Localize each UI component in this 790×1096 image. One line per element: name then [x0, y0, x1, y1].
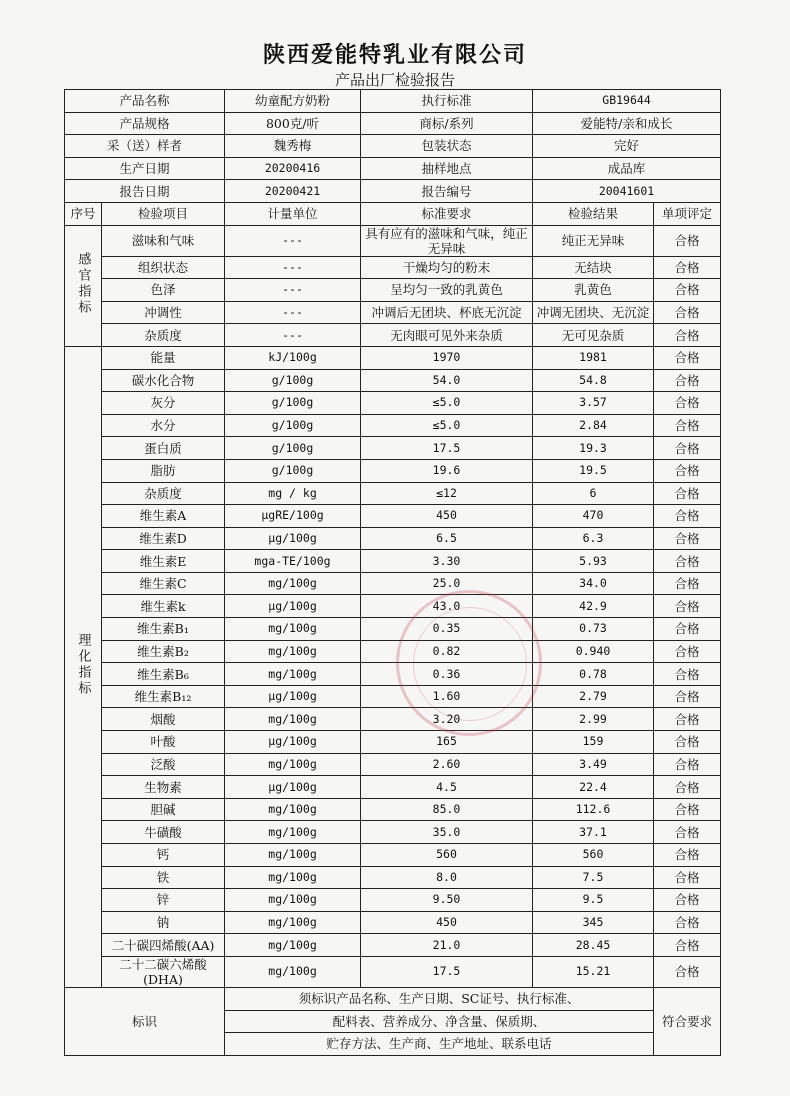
item-name: 杂质度: [102, 324, 225, 347]
label-row: [65, 987, 721, 1010]
table-row: [65, 798, 721, 821]
test-result: 无结块: [533, 256, 654, 279]
report-no-value: 20041601: [533, 180, 721, 203]
unit: mg/100g: [225, 956, 361, 987]
prod-date-label: 生产日期: [65, 157, 225, 180]
test-result: 470: [533, 505, 654, 528]
table-row: [65, 572, 721, 595]
location-value: 成品库: [533, 157, 721, 180]
table-row: [65, 934, 721, 957]
item-name: 钙: [102, 844, 225, 867]
item-name: 维生素A: [102, 505, 225, 528]
item-name: 维生素B₆: [102, 663, 225, 686]
standard-requirement: 19.6: [361, 459, 533, 482]
item-name: 维生素k: [102, 595, 225, 618]
verdict: 合格: [654, 821, 721, 844]
verdict: 合格: [654, 753, 721, 776]
item-name: 铁: [102, 866, 225, 889]
standard-requirement: 17.5: [361, 437, 533, 460]
inspection-report-table: [64, 89, 721, 1056]
item-name: 滋味和气味: [102, 225, 225, 256]
unit: g/100g: [225, 414, 361, 437]
item-name: 维生素B₁₂: [102, 685, 225, 708]
info-row: [65, 180, 721, 203]
sensory-group-text: 感官指标: [75, 252, 91, 317]
label-requirement-line: 贮存方法、生产商、生产地址、联系电话: [225, 1033, 654, 1056]
table-row: [65, 527, 721, 550]
verdict: 合格: [654, 844, 721, 867]
test-result: 54.8: [533, 369, 654, 392]
sampler-value: 魏秀梅: [225, 135, 361, 158]
unit: mg/100g: [225, 663, 361, 686]
standard-requirement: 0.35: [361, 618, 533, 641]
verdict: 合格: [654, 640, 721, 663]
table-row: [65, 911, 721, 934]
label-result: 符合要求: [654, 987, 721, 1055]
unit: mg/100g: [225, 572, 361, 595]
verdict: 合格: [654, 550, 721, 573]
unit: mg/100g: [225, 889, 361, 912]
test-result: 15.21: [533, 956, 654, 987]
verdict: 合格: [654, 279, 721, 302]
standard-requirement: 3.20: [361, 708, 533, 731]
spec-label: 产品规格: [65, 112, 225, 135]
standard-requirement: 1970: [361, 346, 533, 369]
test-result: 0.940: [533, 640, 654, 663]
item-name: 二十二碳六烯酸(DHA): [102, 956, 225, 987]
unit: mg/100g: [225, 911, 361, 934]
verdict: 合格: [654, 459, 721, 482]
unit: mg / kg: [225, 482, 361, 505]
spec-value: 800克/听: [225, 112, 361, 135]
standard-requirement: 17.5: [361, 956, 533, 987]
table-row: [65, 663, 721, 686]
report-date-value: 20200421: [225, 180, 361, 203]
verdict: 合格: [654, 776, 721, 799]
verdict: 合格: [654, 866, 721, 889]
table-row: [65, 279, 721, 302]
test-result: 560: [533, 844, 654, 867]
package-value: 完好: [533, 135, 721, 158]
col-item-header: 检验项目: [102, 202, 225, 225]
verdict: 合格: [654, 324, 721, 347]
unit: μg/100g: [225, 527, 361, 550]
item-name: 能量: [102, 346, 225, 369]
standard-label: 执行标准: [361, 90, 533, 113]
company-title: 陕西爱能特乳业有限公司: [262, 42, 527, 68]
test-result: 19.3: [533, 437, 654, 460]
unit: μg/100g: [225, 731, 361, 754]
item-name: 杂质度: [102, 482, 225, 505]
unit: mg/100g: [225, 844, 361, 867]
unit: mg/100g: [225, 640, 361, 663]
item-name: 碳水化合物: [102, 369, 225, 392]
verdict: 合格: [654, 414, 721, 437]
prod-date-value: 20200416: [225, 157, 361, 180]
test-result: 2.79: [533, 685, 654, 708]
sensory-group-label: [65, 225, 102, 346]
col-unit-header: 计量单位: [225, 202, 361, 225]
table-row: [65, 505, 721, 528]
test-result: 19.5: [533, 459, 654, 482]
verdict: 合格: [654, 225, 721, 256]
test-result: 1981: [533, 346, 654, 369]
standard-requirement: 无肉眼可见外来杂质: [361, 324, 533, 347]
table-row: [65, 392, 721, 415]
standard-requirement: 具有应有的滋味和气味，纯正无异味: [361, 225, 533, 256]
table-row: [65, 956, 721, 987]
standard-requirement: 450: [361, 505, 533, 528]
test-result: 42.9: [533, 595, 654, 618]
verdict: 合格: [654, 482, 721, 505]
standard-requirement: 1.60: [361, 685, 533, 708]
table-row: [65, 753, 721, 776]
verdict: 合格: [654, 731, 721, 754]
verdict: 合格: [654, 889, 721, 912]
table-row: [65, 301, 721, 324]
verdict: 合格: [654, 572, 721, 595]
standard-requirement: 0.36: [361, 663, 533, 686]
table-row: [65, 346, 721, 369]
test-result: 6: [533, 482, 654, 505]
standard-requirement: 35.0: [361, 821, 533, 844]
standard-requirement: 43.0: [361, 595, 533, 618]
verdict: 合格: [654, 934, 721, 957]
item-name: 组织状态: [102, 256, 225, 279]
standard-requirement: 25.0: [361, 572, 533, 595]
info-row: [65, 135, 721, 158]
verdict: 合格: [654, 346, 721, 369]
unit: μg/100g: [225, 776, 361, 799]
unit: g/100g: [225, 459, 361, 482]
table-row: [65, 369, 721, 392]
item-name: 冲调性: [102, 301, 225, 324]
table-row: [65, 866, 721, 889]
test-result: 5.93: [533, 550, 654, 573]
item-name: 叶酸: [102, 731, 225, 754]
table-row: [65, 324, 721, 347]
test-result: 7.5: [533, 866, 654, 889]
test-result: 乳黄色: [533, 279, 654, 302]
unit: mg/100g: [225, 821, 361, 844]
product-name-value: 幼童配方奶粉: [225, 90, 361, 113]
standard-requirement: 54.0: [361, 369, 533, 392]
test-result: 0.73: [533, 618, 654, 641]
unit: ---: [225, 225, 361, 256]
test-result: 34.0: [533, 572, 654, 595]
table-row: [65, 708, 721, 731]
test-result: 冲调无团块、无沉淀: [533, 301, 654, 324]
standard-requirement: 呈均匀一致的乳黄色: [361, 279, 533, 302]
report-date-label: 报告日期: [65, 180, 225, 203]
standard-requirement: ≤5.0: [361, 392, 533, 415]
col-verdict-header: 单项评定: [654, 202, 721, 225]
verdict: 合格: [654, 798, 721, 821]
unit: kJ/100g: [225, 346, 361, 369]
test-result: 28.45: [533, 934, 654, 957]
unit: mg/100g: [225, 708, 361, 731]
verdict: 合格: [654, 595, 721, 618]
report-title: 产品出厂检验报告: [334, 71, 455, 89]
verdict: 合格: [654, 618, 721, 641]
verdict: 合格: [654, 911, 721, 934]
physchem-group-text: 理化指标: [75, 633, 91, 698]
verdict: 合格: [654, 392, 721, 415]
unit: mg/100g: [225, 618, 361, 641]
standard-requirement: 560: [361, 844, 533, 867]
item-name: 灰分: [102, 392, 225, 415]
official-seal: [396, 590, 542, 736]
test-result: 纯正无异味: [533, 225, 654, 256]
test-result: 2.84: [533, 414, 654, 437]
test-result: 3.57: [533, 392, 654, 415]
standard-requirement: 9.50: [361, 889, 533, 912]
info-row: [65, 157, 721, 180]
table-row: [65, 482, 721, 505]
unit: ---: [225, 301, 361, 324]
unit: ---: [225, 324, 361, 347]
standard-requirement: 165: [361, 731, 533, 754]
unit: mg/100g: [225, 798, 361, 821]
standard-requirement: 0.82: [361, 640, 533, 663]
standard-requirement: 3.30: [361, 550, 533, 573]
item-name: 牛磺酸: [102, 821, 225, 844]
unit: μgRE/100g: [225, 505, 361, 528]
col-seq-header: 序号: [65, 202, 102, 225]
label-requirement-line: 配料表、营养成分、净含量、保质期、: [225, 1010, 654, 1033]
item-name: 色泽: [102, 279, 225, 302]
test-result: 159: [533, 731, 654, 754]
table-row: [65, 414, 721, 437]
item-name: 泛酸: [102, 753, 225, 776]
table-row: [65, 256, 721, 279]
test-result: 3.49: [533, 753, 654, 776]
standard-requirement: ≤5.0: [361, 414, 533, 437]
info-row: [65, 112, 721, 135]
standard-requirement: 21.0: [361, 934, 533, 957]
brand-label: 商标/系列: [361, 112, 533, 135]
table-row: [65, 776, 721, 799]
unit: mga-TE/100g: [225, 550, 361, 573]
unit: g/100g: [225, 392, 361, 415]
standard-requirement: 450: [361, 911, 533, 934]
table-row: [65, 731, 721, 754]
col-standard-header: 标准要求: [361, 202, 533, 225]
standard-requirement: 干燥均匀的粉末: [361, 256, 533, 279]
standard-requirement: 冲调后无团块、杯底无沉淀: [361, 301, 533, 324]
label-item: 标识: [65, 987, 225, 1055]
standard-requirement: 2.60: [361, 753, 533, 776]
item-name: 维生素D: [102, 527, 225, 550]
table-row: [65, 844, 721, 867]
label-requirement-line: 须标识产品名称、生产日期、SC证号、执行标准、: [225, 987, 654, 1010]
product-name-label: 产品名称: [65, 90, 225, 113]
physchem-group-label: [65, 346, 102, 987]
column-header-row: [65, 202, 721, 225]
table-row: [65, 685, 721, 708]
unit: mg/100g: [225, 753, 361, 776]
standard-requirement: 85.0: [361, 798, 533, 821]
test-result: 22.4: [533, 776, 654, 799]
standard-requirement: 4.5: [361, 776, 533, 799]
report-no-label: 报告编号: [361, 180, 533, 203]
item-name: 生物素: [102, 776, 225, 799]
unit: mg/100g: [225, 934, 361, 957]
info-row: [65, 90, 721, 113]
test-result: 6.3: [533, 527, 654, 550]
item-name: 维生素C: [102, 572, 225, 595]
verdict: 合格: [654, 685, 721, 708]
verdict: 合格: [654, 369, 721, 392]
item-name: 维生素B₁: [102, 618, 225, 641]
verdict: 合格: [654, 301, 721, 324]
brand-value: 爱能特/亲和成长: [533, 112, 721, 135]
test-result: 37.1: [533, 821, 654, 844]
table-row: [65, 618, 721, 641]
table-row: [65, 821, 721, 844]
standard-requirement: ≤12: [361, 482, 533, 505]
package-label: 包装状态: [361, 135, 533, 158]
table-row: [65, 889, 721, 912]
table-row: [65, 595, 721, 618]
test-result: 9.5: [533, 889, 654, 912]
table-row: [65, 640, 721, 663]
test-result: 112.6: [533, 798, 654, 821]
unit: μg/100g: [225, 685, 361, 708]
test-result: 0.78: [533, 663, 654, 686]
table-row: [65, 225, 721, 256]
item-name: 维生素E: [102, 550, 225, 573]
table-row: [65, 459, 721, 482]
item-name: 钠: [102, 911, 225, 934]
unit: ---: [225, 279, 361, 302]
verdict: 合格: [654, 708, 721, 731]
table-row: [65, 437, 721, 460]
unit: g/100g: [225, 369, 361, 392]
standard-value: GB19644: [533, 90, 721, 113]
verdict: 合格: [654, 505, 721, 528]
unit: μg/100g: [225, 595, 361, 618]
verdict: 合格: [654, 437, 721, 460]
sampler-label: 采（送）样者: [65, 135, 225, 158]
item-name: 锌: [102, 889, 225, 912]
unit: g/100g: [225, 437, 361, 460]
standard-requirement: 6.5: [361, 527, 533, 550]
verdict: 合格: [654, 527, 721, 550]
verdict: 合格: [654, 256, 721, 279]
test-result: 无可见杂质: [533, 324, 654, 347]
test-result: 345: [533, 911, 654, 934]
test-result: 2.99: [533, 708, 654, 731]
verdict: 合格: [654, 663, 721, 686]
standard-requirement: 8.0: [361, 866, 533, 889]
unit: mg/100g: [225, 866, 361, 889]
item-name: 维生素B₂: [102, 640, 225, 663]
item-name: 烟酸: [102, 708, 225, 731]
location-label: 抽样地点: [361, 157, 533, 180]
verdict: 合格: [654, 956, 721, 987]
unit: ---: [225, 256, 361, 279]
table-row: [65, 550, 721, 573]
col-result-header: 检验结果: [533, 202, 654, 225]
item-name: 二十碳四烯酸(AA): [102, 934, 225, 957]
item-name: 水分: [102, 414, 225, 437]
item-name: 胆碱: [102, 798, 225, 821]
item-name: 蛋白质: [102, 437, 225, 460]
item-name: 脂肪: [102, 459, 225, 482]
